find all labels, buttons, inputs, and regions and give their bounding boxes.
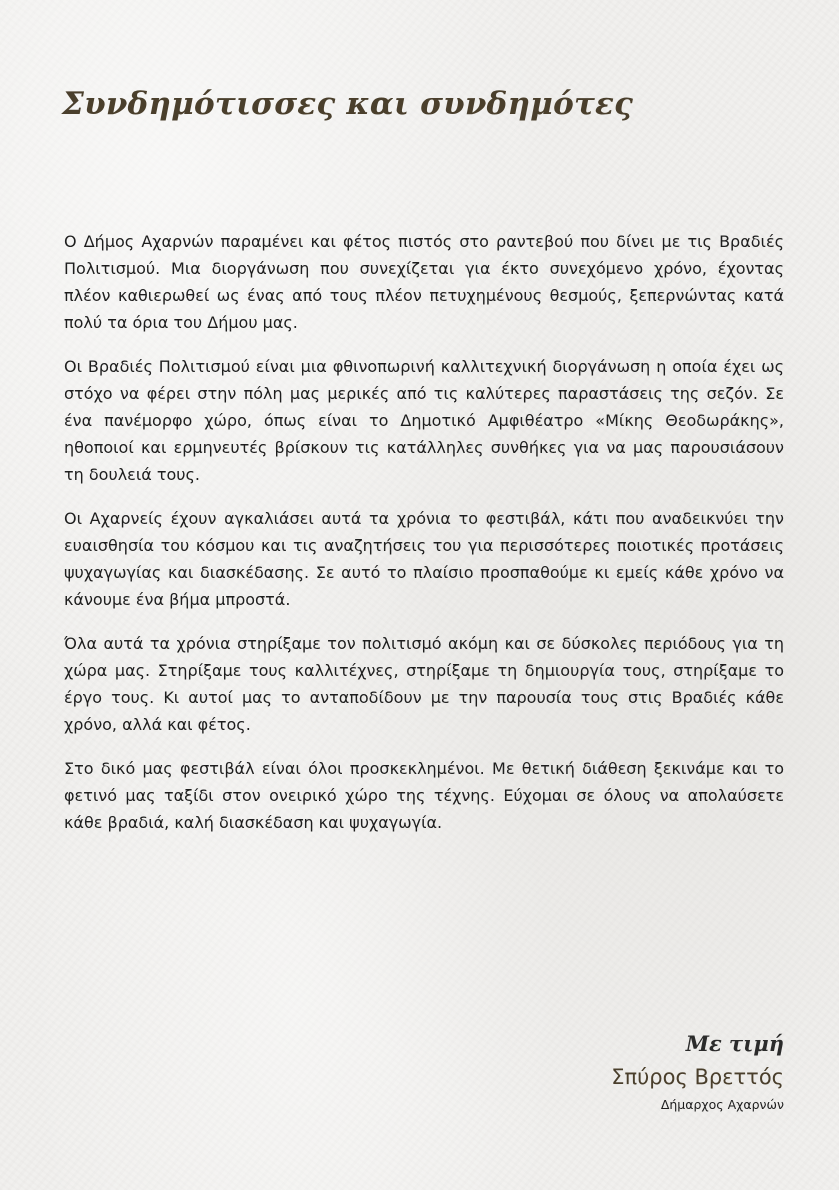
letter-body xyxy=(64,228,784,853)
letter-title: Συνδημότισσες και συνδημότες xyxy=(62,86,634,122)
signatory-role: Δήμαρχος Αχαρνών xyxy=(660,1097,784,1112)
closing-salutation: Με τιμή xyxy=(685,1031,784,1056)
paragraph-4: Όλα αυτά τα χρόνια στηρίξαμε τον πολιτισμό ακόμη και σε δύσκολες περιόδους για τη χώρα μας. Στηρίξαμε τους καλλιτέχνες, στηρίξαμε τη δημιουργία τους, στηρίξαμε το έργο τους. Κι αυτοί μας το ανταποδίδουν με την παρουσία τους στις Βραδιές κάθε χρόνο, αλλά και φέτος. xyxy=(64,634,784,734)
paragraph-1: Ο Δήμος Αχαρνών παραμένει και φέτος πιστός στο ραντεβού που δίνει με τις Βραδιές Πολιτισμού. Μια διοργάνωση που συνεχίζεται για έκτο συνεχόμενο χρόνο, έχοντας πλέον καθιερωθεί ως ένας από τους πλέον πετυχημένους θεσμούς, ξεπερνώντας κατά πολύ τα όρια του Δήμου μας. xyxy=(64,232,784,332)
paragraph-2: Οι Βραδιές Πολιτισμού είναι μια φθινοπωρινή καλλιτεχνική διοργάνωση η οποία έχει ως στόχο να φέρει στην πόλη μας μερικές από τις καλύτερες παραστάσεις της σεζόν. Σε ένα πανέμορφο χώρο, όπως είναι το Δημοτικό Αμφιθέατρο «Μίκης Θεοδωράκης», ηθοποιοί και ερμηνευτές βρίσκουν τις κατάλληλες συνθήκες για να μας παρουσιάσουν τη δουλειά τους. xyxy=(64,357,784,484)
signatory-name: Σπύρος Βρεττός xyxy=(611,1065,784,1089)
paragraph-5: Στο δικό μας φεστιβάλ είναι όλοι προσκεκλημένοι. Με θετική διάθεση ξεκινάμε και το φετινό μας ταξίδι στον ονειρικό χώρο της τέχνης. Εύχομαι σε όλους να απολαύσετε κάθε βραδιά, καλή διασκέδαση και ψυχαγωγία. xyxy=(64,759,784,832)
signature-block xyxy=(384,1027,784,1117)
paragraph-3: Οι Αχαρνείς έχουν αγκαλιάσει αυτά τα χρόνια το φεστιβάλ, κάτι που αναδεικνύει την ευαισθησία του κόσμου και τις αναζητήσεις του για περισσότερες ποιοτικές προτάσεις ψυχαγωγίας και διασκέδασης. Σε αυτό το πλαίσιο προσπαθούμε κι εμείς κάθε χρόνο να κάνουμε ένα βήμα μπροστά. xyxy=(64,509,784,609)
